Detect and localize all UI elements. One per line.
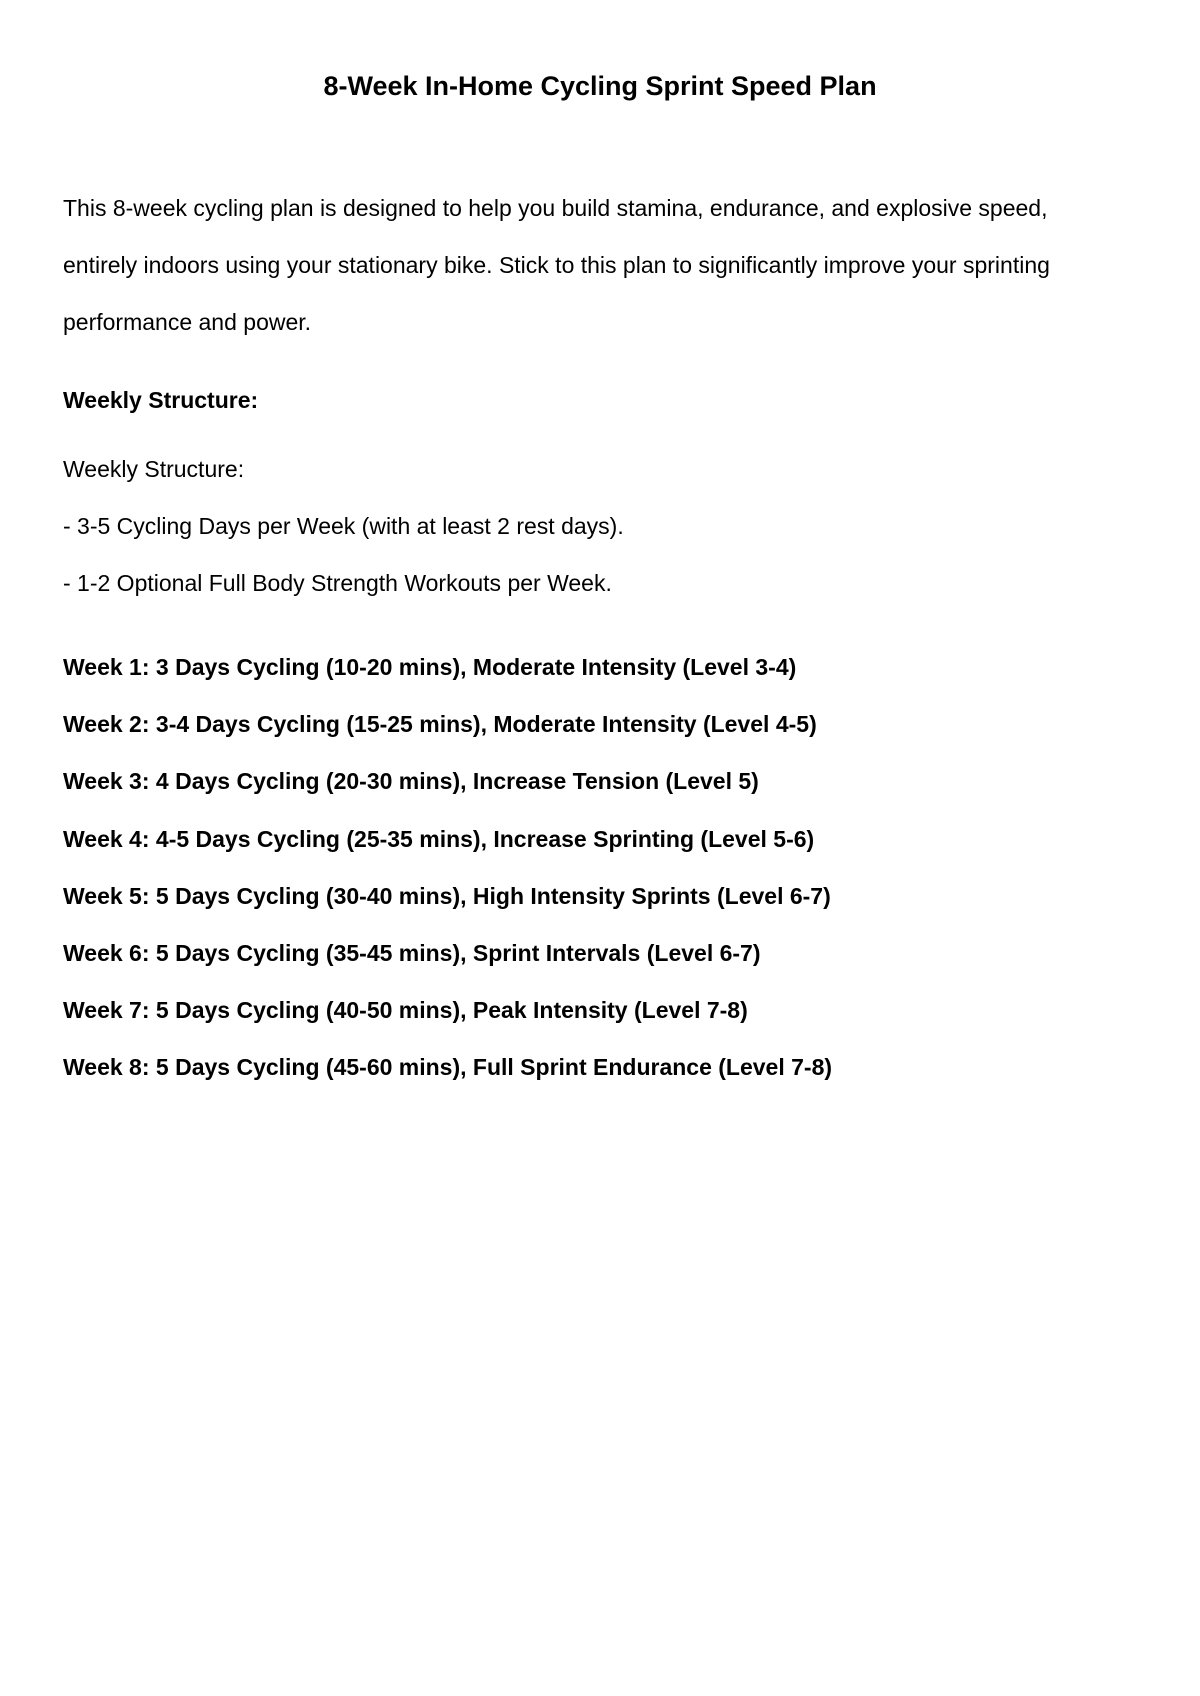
structure-item: Weekly Structure: [63,456,245,482]
structure-item: - 1-2 Optional Full Body Strength Workouts per Week. [63,570,612,596]
week-item: Week 4: 4-5 Days Cycling (25-35 mins), Increase Sprinting (Level 5-6) [63,825,815,852]
intro-paragraph [63,180,1143,351]
week-item: Week 6: 5 Days Cycling (35-45 mins), Sprint Intervals (Level 6-7) [63,939,761,966]
week-item: Week 2: 3-4 Days Cycling (15-25 mins), Moderate Intensity (Level 4-5) [63,711,817,738]
weekly-structure-heading: Weekly Structure: [63,387,259,413]
week-item: Week 7: 5 Days Cycling (40-50 mins), Peak Intensity (Level 7-8) [63,997,748,1024]
intro-line: performance and power. [63,309,312,335]
weekly-structure-list [63,441,624,612]
document-title: 8-Week In-Home Cycling Sprint Speed Plan [323,71,877,101]
intro-line: entirely indoors using your stationary bike. Stick to this plan to significantly improve your sprinting [63,252,1050,278]
week-item: Week 3: 4 Days Cycling (20-30 mins), Increase Tension (Level 5) [63,768,759,795]
structure-item: - 3-5 Cycling Days per Week (with at least 2 rest days). [63,513,624,539]
week-item: Week 1: 3 Days Cycling (10-20 mins), Moderate Intensity (Level 3-4) [63,654,797,680]
week-item: Week 8: 5 Days Cycling (45-60 mins), Full Sprint Endurance (Level 7-8) [63,1054,833,1081]
week-item: Week 5: 5 Days Cycling (30-40 mins), High Intensity Sprints (Level 6-7) [63,882,831,909]
week-plan-list [63,639,832,1097]
intro-line: This 8-week cycling plan is designed to help you build stamina, endurance, and explosive speed, [63,195,1048,221]
